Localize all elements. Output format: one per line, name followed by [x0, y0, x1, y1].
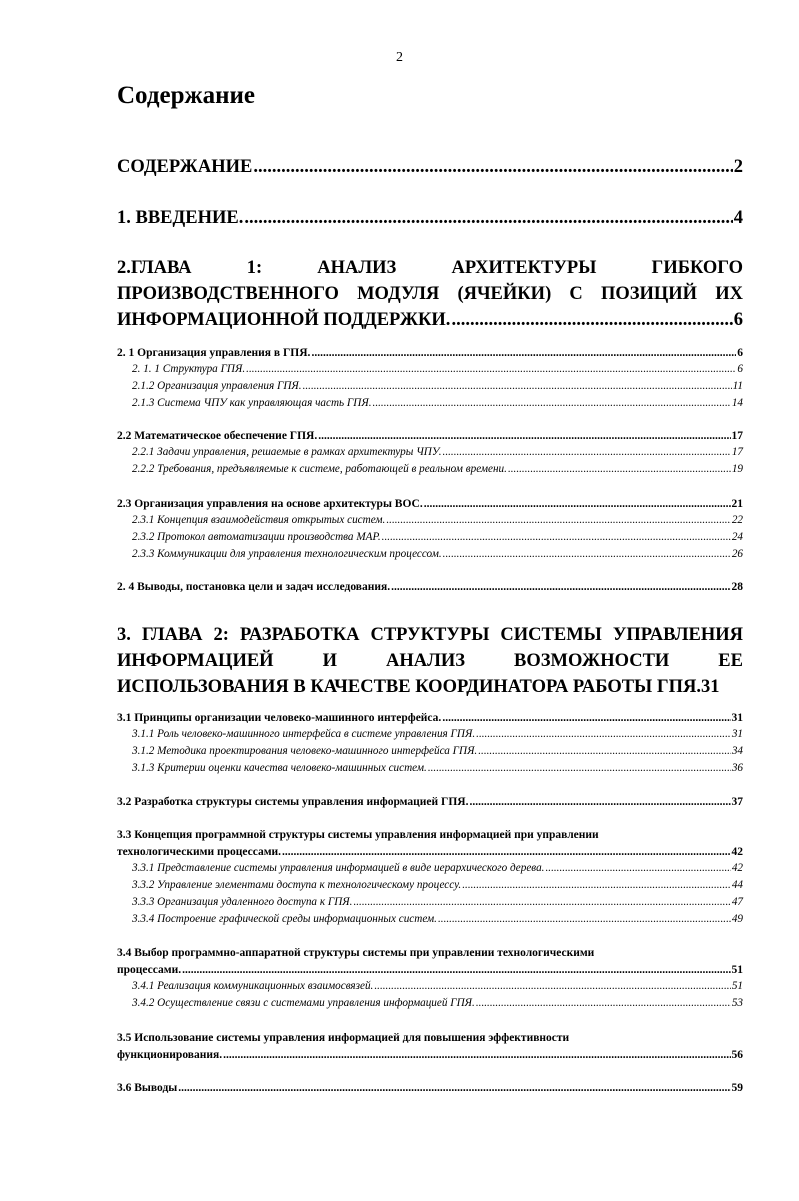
toc-entry-3-6[interactable] [117, 1080, 743, 1096]
leader-dots [476, 726, 731, 743]
toc-entry-page: 21 [731, 498, 743, 510]
leader-dots [428, 760, 731, 777]
toc-entry-label-line3: ИНФОРМАЦИОННОЙ ПОДДЕРЖКИ. [117, 310, 451, 330]
toc-entry-page: 24 [731, 531, 743, 543]
toc-entry-3-3-4[interactable] [117, 911, 743, 928]
toc-entry-label: 3.6 Выводы [117, 1082, 178, 1094]
toc-entry-3-4-1[interactable] [117, 978, 743, 995]
toc-entry-label-line2: процессами. [117, 964, 182, 976]
leader-dots [391, 579, 730, 595]
toc-entry-label: 2. 4 Выводы, постановка цели и задач исследования. [117, 581, 391, 593]
toc-entry-3-4-2[interactable] [117, 995, 743, 1012]
toc-entry-label-line1: 3.3 Концепция программной структуры системы управления информацией при управлении [117, 829, 599, 841]
leader-dots [545, 860, 730, 877]
toc-entry-label: 2.1.2 Организация управления ГПЯ. [132, 380, 302, 392]
toc-entry-label: 3.3.2 Управление элементами доступа к технологическому процессу. [132, 879, 462, 891]
toc-entry-page: 59 [731, 1082, 743, 1094]
leader-dots [246, 361, 736, 378]
leader-dots [353, 894, 730, 911]
toc-entry-label: 2.2.1 Задачи управления, решаемые в рамках архитектуры ЧПУ. [132, 446, 442, 458]
toc-entry-label: 2.3.1 Концепция взаимодействия открытых систем. [132, 514, 386, 526]
toc-entry-label: 1. ВВЕДЕНИЕ. [117, 208, 244, 228]
toc-entry-page: 14 [731, 397, 743, 409]
toc-entry-page: 49 [731, 913, 743, 925]
toc-entry-label: 3.1.2 Методика проектирования человеко-машинного интерфейса ГПЯ. [132, 745, 478, 757]
toc-entry-label: СОДЕРЖАНИЕ [117, 157, 253, 177]
toc-entry-label: 3.4.1 Реализация коммуникационных взаимосвязей. [132, 980, 374, 992]
toc-entry-2-1-3[interactable] [117, 395, 743, 412]
toc-entry-2-2[interactable] [117, 428, 743, 444]
toc-entry-page: 6 [737, 363, 743, 375]
toc-entry-2-3-3[interactable] [117, 546, 743, 563]
toc-entry-2-1-2[interactable] [117, 378, 743, 395]
toc-entry-label: 2.3.2 Протокол автоматизации производства MAP. [132, 531, 381, 543]
toc-entry-page: 42 [731, 862, 743, 874]
toc-entry-page: 42 [731, 846, 743, 858]
toc-entry-3-3-2[interactable] [117, 877, 743, 894]
leader-dots [303, 378, 732, 395]
leader-dots [244, 205, 732, 231]
leader-dots [508, 461, 731, 478]
toc-entry-page: 56 [731, 1049, 743, 1061]
leader-dots [476, 995, 731, 1012]
toc-entry-label: 2.2.2 Требования, предъявляемые к системе, работающей в реальном времени. [132, 463, 507, 475]
toc-entry-page: 22 [731, 514, 743, 526]
toc-entry-label-line1: 3.5 Использование системы управления информацией для повышения эффективности [117, 1032, 570, 1044]
leader-dots [469, 794, 730, 810]
leader-dots [223, 1047, 730, 1063]
toc-entry-label: 3.1.3 Критерии оценки качества человеко-машинных систем. [132, 762, 427, 774]
leader-dots [382, 529, 731, 546]
leader-dots [373, 395, 731, 412]
toc-entry-label: 2. 1. 1 Структура ГПЯ. [132, 363, 246, 375]
toc-entry-label: 2.3 Организация управления на основе архитектуры ВОС. [117, 498, 423, 510]
toc-entry-3-1-3[interactable] [117, 760, 743, 777]
leader-dots [386, 512, 730, 529]
toc-entry-label-line1: 2.ГЛАВА 1: АНАЛИЗ АРХИТЕКТУРЫ ГИБКОГО [117, 258, 743, 278]
toc-entry-page: 44 [731, 879, 743, 891]
toc-entry-chapter-2[interactable] [117, 622, 743, 700]
toc-entry-label: 2.1.3 Система ЧПУ как управляющая часть ГПЯ. [132, 397, 372, 409]
toc-entry-page: 6 [733, 310, 743, 330]
toc-entry-page: 31 [701, 677, 720, 697]
toc-entry-page: 51 [731, 964, 743, 976]
toc-entry-page: 51 [731, 980, 743, 992]
toc-entry-page: 37 [731, 796, 743, 808]
toc-entry-3-4[interactable] [117, 945, 743, 978]
leader-dots [424, 496, 731, 512]
toc-entry-3-2[interactable] [117, 794, 743, 810]
toc-entry-page: 34 [731, 745, 743, 757]
leader-dots [318, 428, 730, 444]
toc-entry-label-line1: 3.4 Выбор программно-аппаратной структуры системы при управлении технологическими [117, 947, 595, 959]
leader-dots [438, 911, 731, 928]
toc-entry-page: 36 [731, 762, 743, 774]
toc-entry-label: 3.1 Принципы организации человеко-машинного интерфейса. [117, 712, 442, 724]
leader-dots [178, 1080, 730, 1096]
toc-entry-label: 2.3.3 Коммуникации для управления технологическим процессом. [132, 548, 442, 560]
toc-entry-introduction[interactable] [117, 205, 743, 231]
leader-dots [478, 743, 731, 760]
toc-entry-3-1-2[interactable] [117, 743, 743, 760]
toc-entry-label-line2: ИНФОРМАЦИЕЙ И АНАЛИЗ ВОЗМОЖНОСТИ ЕЕ [117, 651, 743, 671]
toc-entry-2-1[interactable] [117, 345, 743, 361]
toc-entry-page: 31 [731, 728, 743, 740]
toc-entry-label: 3.3.3 Организация удаленного доступа к ГПЯ. [132, 896, 353, 908]
toc-entry-page: 19 [731, 463, 743, 475]
leader-dots [374, 978, 730, 995]
toc-entry-label-line2: ПРОИЗВОДСТВЕННОГО МОДУЛЯ (ЯЧЕЙКИ) С ПОЗИЦИЙ ИХ [117, 284, 743, 304]
toc-entry-chapter-1[interactable] [117, 255, 743, 333]
toc-entry-label-line2: функционирования. [117, 1049, 223, 1061]
toc-entry-2-2-2[interactable] [117, 461, 743, 478]
toc-entry-2-3[interactable] [117, 496, 743, 512]
toc-entry-2-3-2[interactable] [117, 529, 743, 546]
toc-entry-label: 3.3.1 Представление системы управления информацией в виде иерархического дерева. [132, 862, 545, 874]
toc-entry-label-line2: технологическими процессами. [117, 846, 282, 858]
toc-entry-3-5[interactable] [117, 1030, 743, 1063]
page-number: 2 [396, 50, 403, 65]
toc-entry-label: 3.1.1 Роль человеко-машинного интерфейса в системе управления ГПЯ. [132, 728, 476, 740]
toc-entry-contents[interactable] [117, 154, 743, 180]
toc-entry-label-line1: 3. ГЛАВА 2: РАЗРАБОТКА СТРУКТУРЫ СИСТЕМЫ УПРАВЛЕНИЯ [117, 625, 743, 645]
toc-entry-label: 3.2 Разработка структуры системы управления информацией ГПЯ. [117, 796, 469, 808]
toc-entry-3-1[interactable] [117, 710, 743, 726]
leader-dots [182, 962, 730, 978]
toc-entry-page: 6 [737, 347, 743, 359]
toc-entry-page: 4 [733, 208, 743, 228]
toc-entry-page: 28 [731, 581, 743, 593]
toc-entry-3-3[interactable] [117, 827, 743, 860]
toc-entry-label: 2.2 Математическое обеспечение ГПЯ. [117, 430, 318, 442]
leader-dots [311, 345, 736, 361]
leader-dots [253, 154, 732, 180]
toc-entry-3-3-1[interactable] [117, 860, 743, 877]
toc-entry-2-4[interactable] [117, 579, 743, 595]
toc-entry-page: 17 [731, 446, 743, 458]
leader-dots [443, 546, 731, 563]
toc-entry-page: 26 [731, 548, 743, 560]
toc-entry-3-1-1[interactable] [117, 726, 743, 743]
toc-entry-3-3-3[interactable] [117, 894, 743, 911]
toc-entry-page: 11 [732, 380, 743, 392]
leader-dots [282, 844, 730, 860]
toc-entry-page: 53 [731, 997, 743, 1009]
leader-dots [442, 710, 730, 726]
page-title: Содержание [117, 82, 256, 109]
toc-entry-page: 47 [731, 896, 743, 908]
leader-dots [451, 307, 732, 333]
toc-entry-2-2-1[interactable] [117, 444, 743, 461]
toc-entry-label: 3.4.2 Осуществление связи с системами управления информацией ГПЯ. [132, 997, 475, 1009]
toc-entry-page: 31 [731, 712, 743, 724]
toc-entry-label-line3: ИСПОЛЬЗОВАНИЯ В КАЧЕСТВЕ КООРДИНАТОРА РАБОТЫ ГПЯ. [117, 677, 701, 697]
toc-entry-page: 2 [733, 157, 743, 177]
toc-entry-2-3-1[interactable] [117, 512, 743, 529]
toc-entry-page: 17 [731, 430, 743, 442]
toc-entry-2-1-1[interactable] [117, 361, 743, 378]
leader-dots [462, 877, 731, 894]
toc-entry-label: 3.3.4 Построение графической среды информационных систем. [132, 913, 437, 925]
leader-dots [443, 444, 731, 461]
toc-entry-label: 2. 1 Организация управления в ГПЯ. [117, 347, 311, 359]
